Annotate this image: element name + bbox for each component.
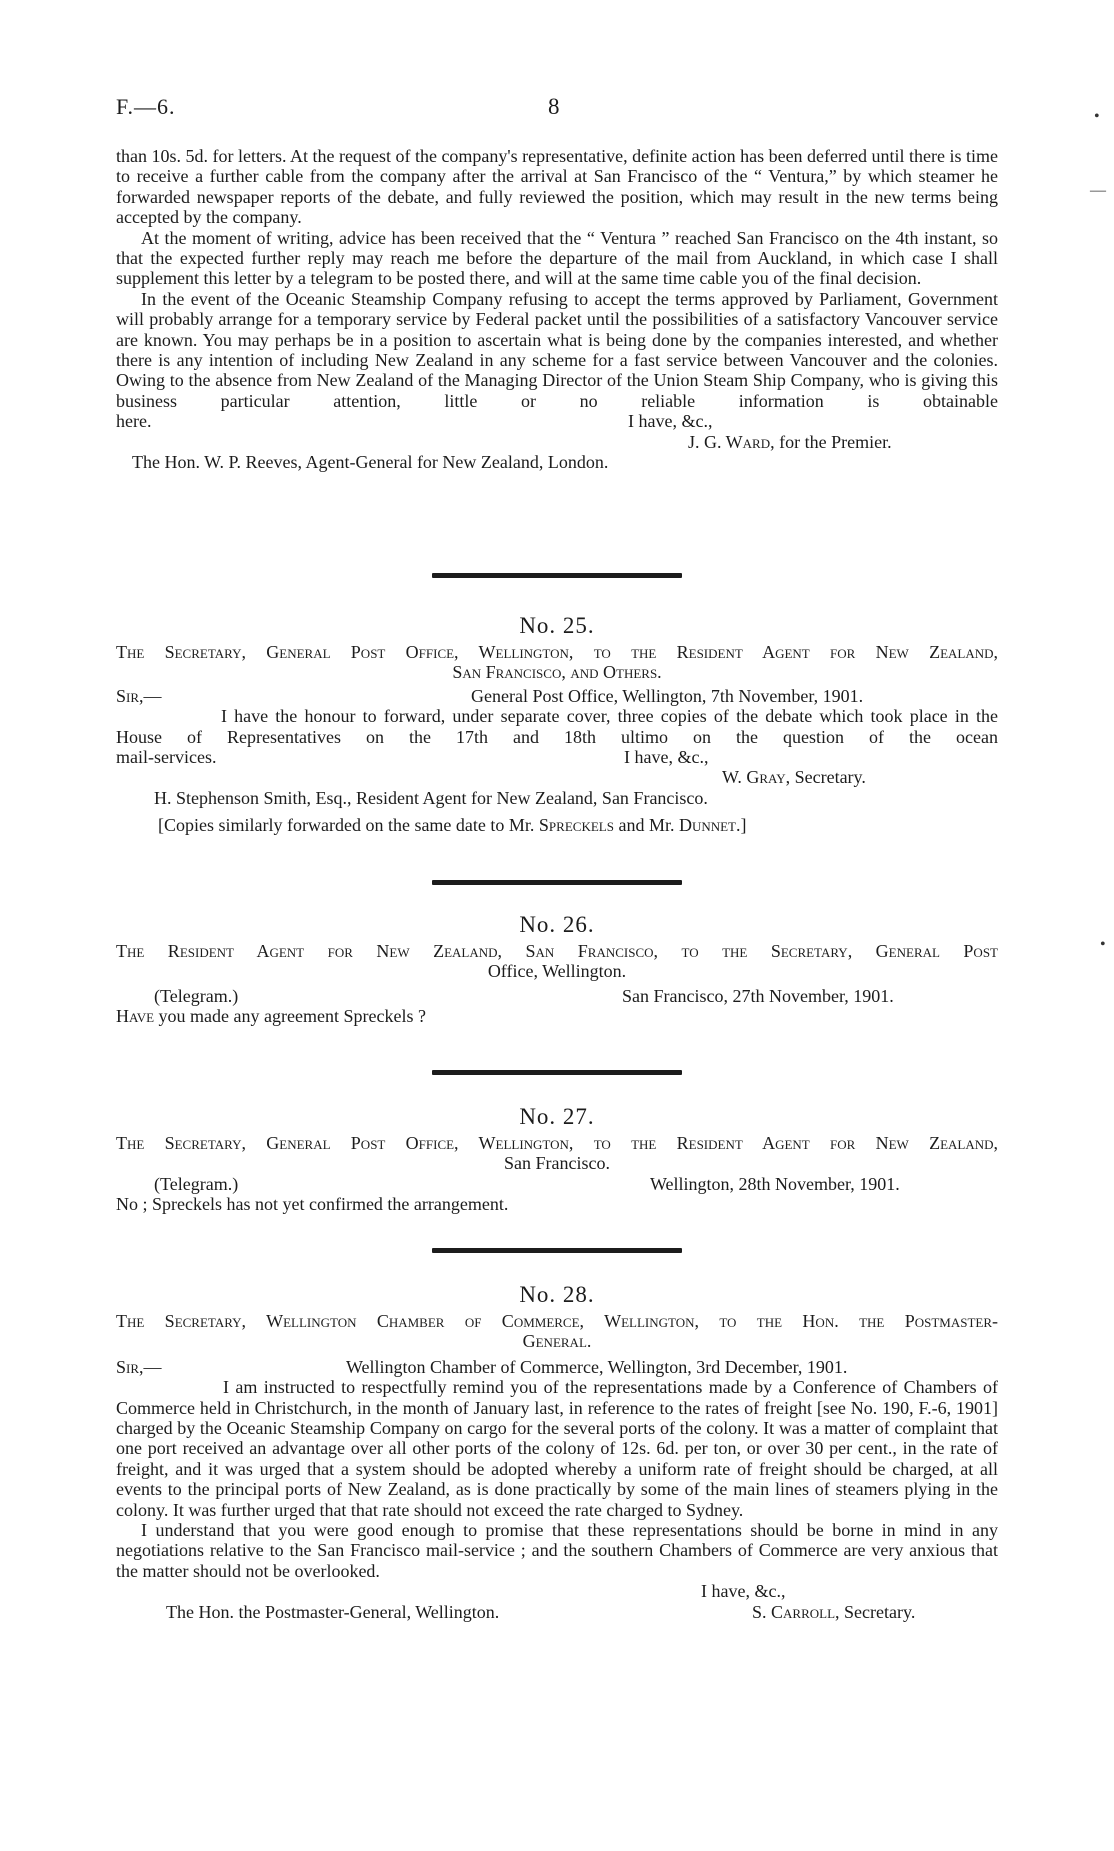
telegram-row bbox=[116, 986, 998, 1006]
signature bbox=[752, 1602, 915, 1622]
addressee-row bbox=[116, 452, 998, 472]
closing: I have, &c., bbox=[628, 411, 713, 432]
salutation: Sir,— bbox=[116, 685, 162, 706]
margin-dash: — bbox=[1090, 182, 1106, 199]
paragraph: I have the honour to forward, under separate cover, three copies of the debate which took place in the House of Representatives on the 17th and 18th ultimo on the question of the ocean bbox=[116, 706, 998, 747]
document-no-27 bbox=[116, 1104, 998, 1215]
place-date: Wellington, 28th November, 1901. bbox=[650, 1173, 900, 1194]
place-date: San Francisco, 27th November, 1901. bbox=[622, 985, 894, 1006]
telegram-row bbox=[116, 1174, 998, 1194]
signature-name: J. G. Ward bbox=[688, 431, 771, 452]
signature-row bbox=[116, 432, 998, 452]
place-date: Wellington Chamber of Commerce, Wellington, 3rd December, 1901. bbox=[346, 1356, 848, 1377]
place-date: General Post Office, Wellington, 7th November, 1901. bbox=[471, 685, 864, 706]
paragraph: At the moment of writing, advice has been received that the “ Ventura ” reached San Francisco on the 4th instant, so that the expected further reply may reach me before the departure of the mail from Auckland, in which case I shall supplement this letter by a telegram to be posted there, and will at the same time cable you of the final decision. bbox=[116, 227, 998, 289]
document-heading: The Secretary, General Post Office, Wellington, to the Resident Agent for New Zealand, bbox=[116, 642, 998, 662]
document-heading-cont: General. bbox=[522, 1331, 592, 1352]
document-heading: The Secretary, Wellington Chamber of Commerce, Wellington, to the Hon. the Postmaster- bbox=[116, 1311, 998, 1331]
person-name: Spreckels bbox=[538, 815, 614, 836]
paragraph: I understand that you were good enough to promise that these representations should be borne in mind in any negotiations relative to the San Francisco mail-service ; and the southern Chambers of Commerce are very anxious that the matter should not be overlooked. bbox=[116, 1520, 998, 1581]
section-divider bbox=[432, 880, 682, 885]
section-divider bbox=[432, 1070, 682, 1075]
signature-role: , Secretary. bbox=[785, 767, 866, 788]
telegram-label: (Telegram.) bbox=[154, 985, 239, 1006]
document-heading: The Resident Agent for New Zealand, San Francisco, to the Secretary, General Post bbox=[116, 941, 998, 961]
page-header bbox=[116, 94, 998, 125]
signature-name: S. Carroll bbox=[752, 1601, 836, 1622]
document-heading-cont: San Francisco, and Others. bbox=[452, 662, 662, 683]
page-number: 8 bbox=[548, 94, 560, 119]
telegram-message: Have you made any agreement Spreckels ? bbox=[116, 1006, 426, 1027]
salutation: Sir,— bbox=[116, 1356, 162, 1377]
document-number: No. 26. bbox=[519, 912, 595, 937]
editorial-note: [Copies similarly forwarded on the same date to Mr. Spreckels and Mr. Dunnet.] bbox=[158, 815, 747, 836]
closing-row bbox=[116, 1581, 998, 1601]
letter-continuation bbox=[116, 146, 998, 472]
salutation-row bbox=[116, 686, 998, 706]
margin-dot: • bbox=[1100, 936, 1106, 953]
closing: I have, &c., bbox=[624, 747, 709, 768]
signature-name: W. Gray bbox=[722, 767, 786, 788]
salutation-row bbox=[116, 1357, 998, 1377]
document-no-26 bbox=[116, 912, 998, 1027]
signature-role: , Secretary. bbox=[835, 1601, 916, 1622]
section-divider bbox=[432, 573, 682, 578]
document-number: No. 28. bbox=[519, 1282, 595, 1307]
paragraph: I am instructed to respectfully remind you of the representations made by a Conference of Chambers of Commerce held in Christchurch, in the month of January last, in reference to the rates of freight [see No. 190, F.-6, 1901] charged by the Oceanic Steamship Company on cargo for the several ports of the colony. It was a matter of complaint that one port received an advantage over all other ports of the colony of 12s. 6d. per ton, or over 30 per cent., in the rate of freight, and it was urged that a system should be adopted whereby a uniform rate of freight should be charged, at all events to the principal ports of New Zealand, as is done practically by some of the main lines of steamers plying in the colony. It was further urged that that rate should not exceed the rate charged to Sydney. bbox=[116, 1377, 998, 1520]
document-no-28 bbox=[116, 1282, 998, 1622]
document-no-25 bbox=[116, 613, 998, 836]
addressee: The Hon. W. P. Reeves, Agent-General for New Zealand, London. bbox=[132, 452, 609, 473]
document-heading-cont: San Francisco. bbox=[504, 1153, 610, 1174]
addressee: H. Stephenson Smith, Esq., Resident Agent for New Zealand, San Francisco. bbox=[154, 787, 708, 808]
closing-row bbox=[116, 411, 998, 431]
telegram-label: (Telegram.) bbox=[154, 1173, 239, 1194]
signature-row bbox=[116, 1602, 998, 1622]
document-page bbox=[116, 0, 998, 1851]
document-number: No. 27. bbox=[519, 1104, 595, 1129]
closing: I have, &c., bbox=[701, 1581, 786, 1602]
document-heading-cont: Office, Wellington. bbox=[487, 961, 627, 982]
message-row bbox=[116, 1194, 998, 1214]
message-row bbox=[116, 1006, 998, 1026]
signature-row bbox=[116, 767, 998, 787]
closing-row bbox=[116, 747, 998, 767]
section-divider bbox=[432, 1248, 682, 1253]
parliamentary-paper-reference: F.—6. bbox=[116, 94, 176, 119]
document-heading: The Secretary, General Post Office, Wellington, to the Resident Agent for New Zealand, bbox=[116, 1133, 998, 1153]
telegram-message: No ; Spreckels has not yet confirmed the arrangement. bbox=[116, 1194, 509, 1215]
signature-role: , for the Premier. bbox=[770, 431, 892, 452]
document-number: No. 25. bbox=[519, 613, 595, 638]
addressee-row bbox=[116, 788, 998, 808]
signature bbox=[722, 767, 866, 787]
person-name: Dunnet bbox=[678, 815, 736, 836]
margin-dot: • bbox=[1094, 108, 1100, 125]
signature bbox=[688, 432, 892, 452]
paragraph: than 10s. 5d. for letters. At the request of the company's representative, definite action has been deferred until there is time to receive a further cable from the company after the arrival at San Francisco of the “ Ventura,” by which steamer he forwarded newspaper reports of the debate, and fully reviewed the position, which may result in the new terms being accepted by the company. bbox=[116, 146, 998, 228]
addressee: The Hon. the Postmaster-General, Wellington. bbox=[166, 1601, 500, 1622]
paragraph-end: mail-services. bbox=[116, 747, 217, 768]
paragraph: In the event of the Oceanic Steamship Company refusing to accept the terms approved by Parliament, Government will probably arrange for a temporary service by Federal packet until the possibilities of a satisfactory Vancouver service are known. You may perhaps be in a position to ascertain what is being done by the companies interested, and whether there is any intention of including New Zealand in any scheme for a fast service between Vancouver and the colonies. Owing to the absence from New Zealand of the Managing Director of the Union Steam Ship Company, who is giving this business particular attention, little or no reliable information is obtainable bbox=[116, 288, 998, 411]
paragraph-end: here. bbox=[116, 411, 152, 432]
note-row bbox=[116, 815, 998, 835]
